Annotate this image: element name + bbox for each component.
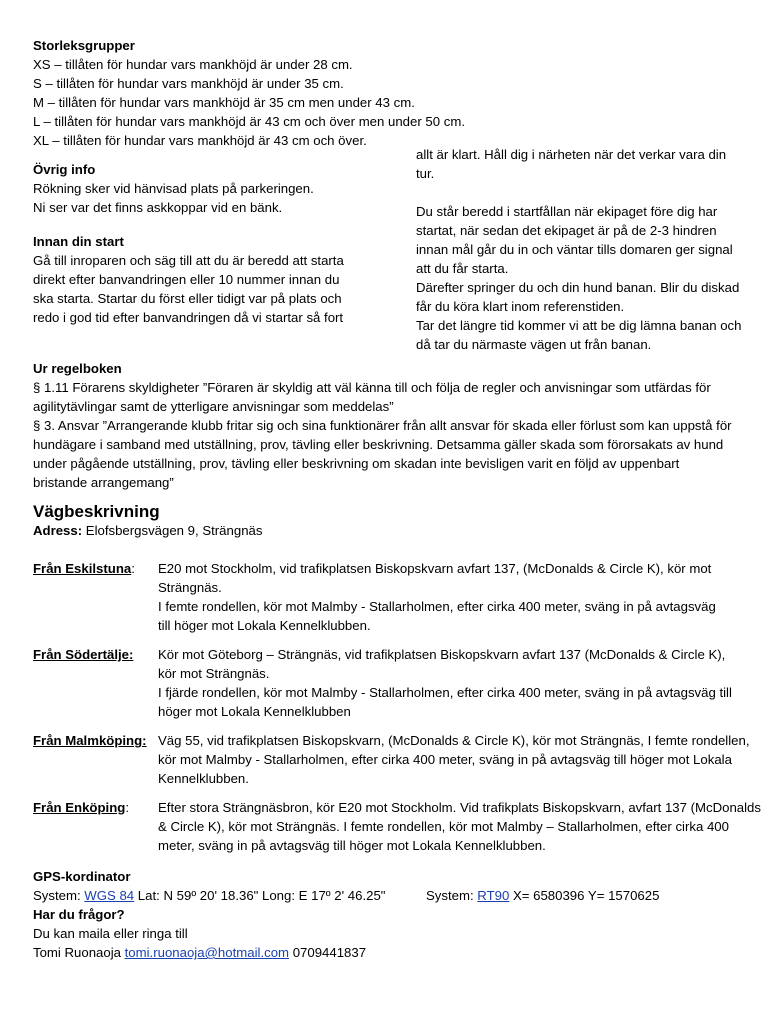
before-start-heading: Innan din start [33, 234, 124, 249]
route-line: kör mot Malmby - Stallarholmen, efter cirka 400 meter, sväng in på avtagsväg till höger mot Lokala [158, 752, 732, 767]
route-line: I femte rondellen, kör mot Malmby - Stallarholmen, efter cirka 400 meter, sväng in på avtagsväg [158, 599, 716, 614]
route-sodertalje [33, 645, 773, 725]
before-start-line: innan mål går du in och väntar tills domaren ger signal [416, 242, 733, 257]
before-start-line: startat, när sedan det ekipaget är på de 2-3 hindren [416, 223, 717, 238]
directions-heading: Vägbeskrivning [33, 502, 160, 521]
gps-heading: GPS-kordinator [33, 869, 131, 884]
rulebook-section [33, 359, 732, 492]
before-start-line: att du får starta. [416, 261, 509, 276]
route-line: Kennelklubben. [158, 771, 249, 786]
other-info-line: Rökning sker vid hänvisad plats på parkeringen. [33, 181, 314, 196]
before-start-line: tur. [416, 166, 435, 181]
gps-wgs84: System: WGS 84 Lat: N 59º 20' 18.36" Long: E 17º 2' 46.25" [33, 888, 386, 903]
contact-line [33, 943, 773, 962]
size-group-m: M – tillåten för hundar vars mankhöjd är 35 cm men under 43 cm. [33, 95, 415, 110]
route-eskilstuna [33, 559, 773, 639]
before-start-line: allt är klart. Håll dig i närheten när det verkar vara din [416, 147, 727, 162]
before-start-left-column [33, 232, 344, 327]
route-text [158, 798, 761, 855]
before-start-line: då tar du närmaste vägen ut från banan. [416, 337, 652, 352]
rulebook-line: bristande arrangemang” [33, 475, 174, 490]
route-line: kör mot Strängnäs. [158, 666, 270, 681]
route-text [158, 559, 718, 635]
size-group-xl: XL – tillåten för hundar vars mankhöjd är 43 cm och över. [33, 133, 367, 148]
rt90-link[interactable]: RT90 [477, 888, 510, 903]
route-label-enkoping: Från Enköping: [33, 800, 129, 815]
route-malmkoping [33, 731, 773, 791]
before-start-right-column [416, 145, 741, 354]
route-line: E20 mot Stockholm, vid trafikplatsen Biskopskvarn avfart 137, (McDonalds & Circle K), kör mot [158, 561, 712, 576]
rulebook-heading: Ur regelboken [33, 361, 122, 376]
size-group-s: S – tillåten för hundar vars mankhöjd är under 35 cm. [33, 76, 344, 91]
before-start-line: ska starta. Startar du först eller tidigt var på plats och [33, 291, 342, 306]
other-info-section [33, 160, 314, 217]
route-label-eskilstuna: Från Eskilstuna: [33, 561, 135, 576]
route-text [158, 645, 732, 721]
size-groups-section [33, 36, 465, 150]
size-group-xs: XS – tillåten för hundar vars mankhöjd är under 28 cm. [33, 57, 353, 72]
route-line: höger mot Lokala Kennelklubben [158, 704, 351, 719]
route-line: Väg 55, vid trafikplatsen Biskopskvarn, (McDonalds & Circle K), kör mot Strängnäs, I femte rondellen, [158, 733, 750, 748]
route-line: Efter stora Strängnäsbron, kör E20 mot Stockholm. Vid trafikplats Biskopskvarn, avfart 137 (McDonalds [158, 800, 761, 815]
before-start-line: får du köra klart inom referenstiden. [416, 299, 625, 314]
route-line: Kör mot Göteborg – Strängnäs, vid trafikplatsen Biskopskvarn avfart 137 (McDonalds & Circle K), [158, 647, 726, 662]
other-info-line: Ni ser var det finns askkoppar vid en bänk. [33, 200, 283, 215]
directions-section [33, 502, 262, 540]
route-enkoping [33, 798, 773, 858]
route-line: meter, sväng in på avtagsväg till höger mot Lokala Kennelklubben. [158, 838, 546, 853]
gps-section [33, 867, 773, 962]
other-info-heading: Övrig info [33, 162, 96, 177]
route-line: till höger mot Lokala Kennelklubben. [158, 618, 371, 633]
contact-phone: 0709441837 [289, 945, 367, 960]
route-label-malmkoping: Från Malmköping: [33, 733, 147, 748]
route-line: I fjärde rondellen, kör mot Malmby - Stallarholmen, efter cirka 400 meter, sväng in på avtagsväg till [158, 685, 732, 700]
email-link[interactable]: tomi.ruonaoja@hotmail.com [124, 945, 290, 960]
before-start-line: Tar det längre tid kommer vi att be dig lämna banan och [416, 318, 742, 333]
before-start-line: Gå till inroparen och säg till att du är beredd att starta [33, 253, 344, 268]
address-label: Adress: [33, 523, 83, 538]
questions-heading: Har du frågor? [33, 907, 125, 922]
rulebook-line: § 3. Ansvar ”Arrangerande klubb fritar sig och sina funktionärer från allt ansvar för skada eller förlust som kan uppstå för [33, 418, 732, 433]
route-line: Strängnäs. [158, 580, 222, 595]
address-line [33, 521, 262, 540]
gps-rt90: System: RT90 X= 6580396 Y= 1570625 [426, 888, 660, 903]
contact-name: Tomi Ruonaoja [33, 945, 125, 960]
before-start-line: direkt efter banvandringen eller 10 nummer innan du [33, 272, 340, 287]
rulebook-line: hundägare i samband med utställning, prov, tävling eller beskrivning. Detsamma gäller skada som förorsakats av hund [33, 437, 724, 452]
wgs84-link[interactable]: WGS 84 [84, 888, 135, 903]
questions-line: Du kan maila eller ringa till [33, 926, 188, 941]
size-groups-heading: Storleksgrupper [33, 38, 135, 53]
rulebook-line: agilitytävlingar samt de ytterligare anvisningar som meddelas” [33, 399, 394, 414]
route-label-sodertalje: Från Södertälje: [33, 647, 134, 662]
rulebook-line: § 1.11 Förarens skyldigheter ”Föraren är skyldig att väl känna till och följa de regler och anvisningar som utfärdas för [33, 380, 711, 395]
blank-line [416, 183, 741, 202]
before-start-line: Du står beredd i startfållan när ekipaget före dig har [416, 204, 718, 219]
size-group-l: L – tillåten för hundar vars mankhöjd är 43 cm och över men under 50 cm. [33, 114, 465, 129]
before-start-line: redo i god tid efter banvandringen då vi startar så fort [33, 310, 344, 325]
before-start-line: Därefter springer du och din hund banan. Blir du diskad [416, 280, 740, 295]
route-line: & Circle K), kör mot Strängnäs. I femte rondellen, kör mot Malmby – Stallarholmen, efter cirka 400 [158, 819, 729, 834]
address-value: Elofsbergsvägen 9, Strängnäs [82, 523, 263, 538]
rulebook-line: under pågående utställning, prov, tävling eller beskrivning om skadan inte bevisligen varit en följd av uppenbart [33, 456, 680, 471]
gps-row [33, 886, 773, 905]
route-text [158, 731, 750, 788]
